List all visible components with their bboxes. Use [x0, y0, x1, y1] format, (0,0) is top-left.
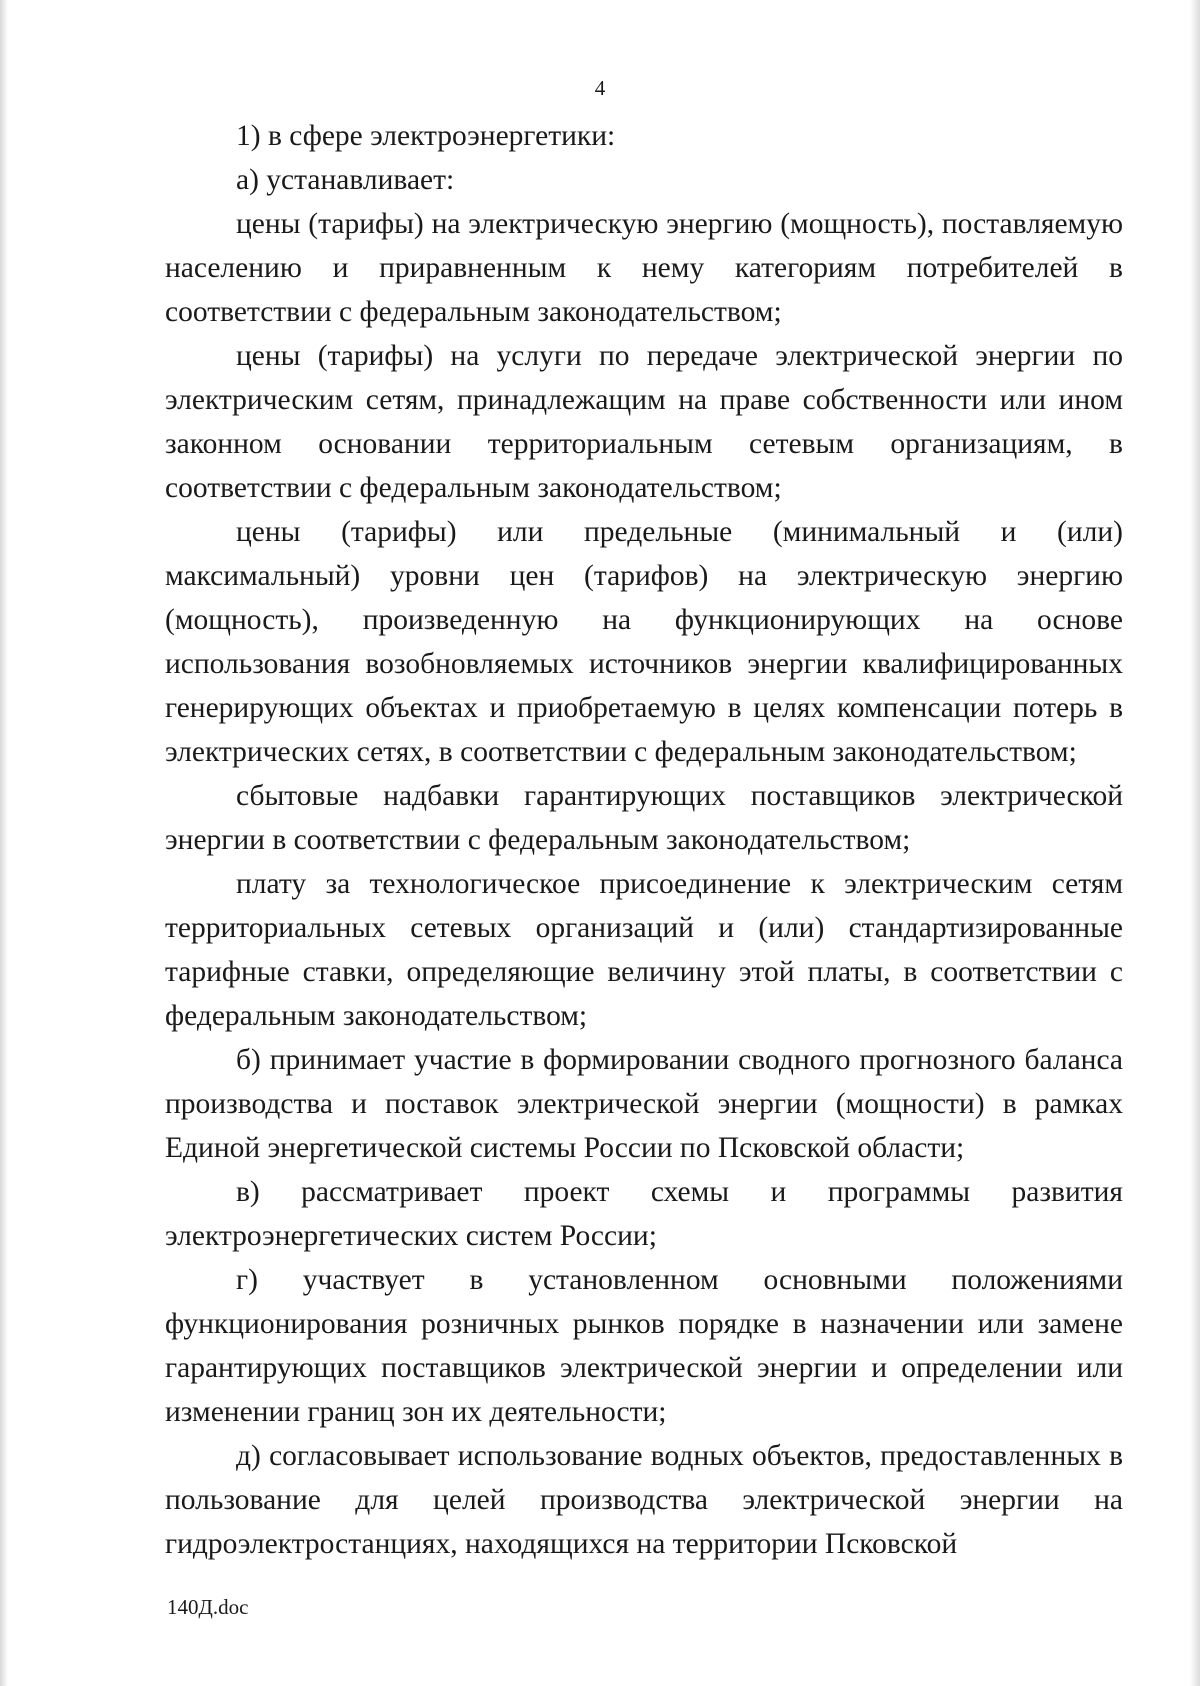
document-body	[165, 114, 1123, 1566]
paragraph-6: сбытовые надбавки гарантирующих поставщиков электрической энергии в соответствии с федеральным законодательством;	[165, 780, 1123, 856]
paragraph-4: цены (тарифы) на услуги по передаче электрической энергии по электрическим сетям, принадлежащим на праве собственности или ином законном основании территориальным сетевым организациям, в соответствии с федеральным законодательством;	[165, 340, 1123, 504]
paragraph-2: а) устанавливает:	[236, 164, 455, 196]
paragraph-5: цены (тарифы) или предельные (минимальный и (или) максимальный) уровни цен (тарифов) на электрическую энергию (мощность), произведенную на функционирующих на основе использования возобновляемых источников энергии квалифицированных генерирующих объектах и приобретаемую в целях компенсации потерь в электрических сетях, в соответствии с федеральным законодательством;	[165, 516, 1123, 768]
page-number: 4	[594, 76, 606, 100]
scan-edge-right	[1190, 0, 1200, 1686]
paragraph-8: б) принимает участие в формировании сводного прогнозного баланса производства и поставок электрической энергии (мощности) в рамках Единой энергетической системы России по Псковской области;	[165, 1044, 1123, 1164]
scan-edge-left	[0, 0, 8, 1686]
paragraph-7: плату за технологическое присоединение к электрическим сетям территориальных сетевых организаций и (или) стандартизированные тарифные ставки, определяющие величину этой платы, в соответствии с федеральным законодательством;	[165, 868, 1123, 1032]
paragraph-1: 1) в сфере электроэнергетики:	[236, 120, 616, 152]
footer-filename: 140Д.doc	[167, 1595, 249, 1619]
paragraph-9: в) рассматривает проект схемы и программы развития электроэнергетических систем России;	[165, 1176, 1123, 1252]
paragraph-10: г) участвует в установленном основными положениями функционирования розничных рынков порядке в назначении или замене гарантирующих поставщиков электрической энергии и определении или изменении границ зон их деятельности;	[165, 1264, 1123, 1428]
paragraph-11: д) согласовывает использование водных объектов, предоставленных в пользование для целей производства электрической энергии на гидроэлектростанциях, находящихся на территории Псковской	[165, 1440, 1123, 1560]
paragraph-3: цены (тарифы) на электрическую энергию (мощность), поставляемую населению и приравненным к нему категориям потребителей в соответствии с федеральным законодательством;	[165, 208, 1123, 328]
